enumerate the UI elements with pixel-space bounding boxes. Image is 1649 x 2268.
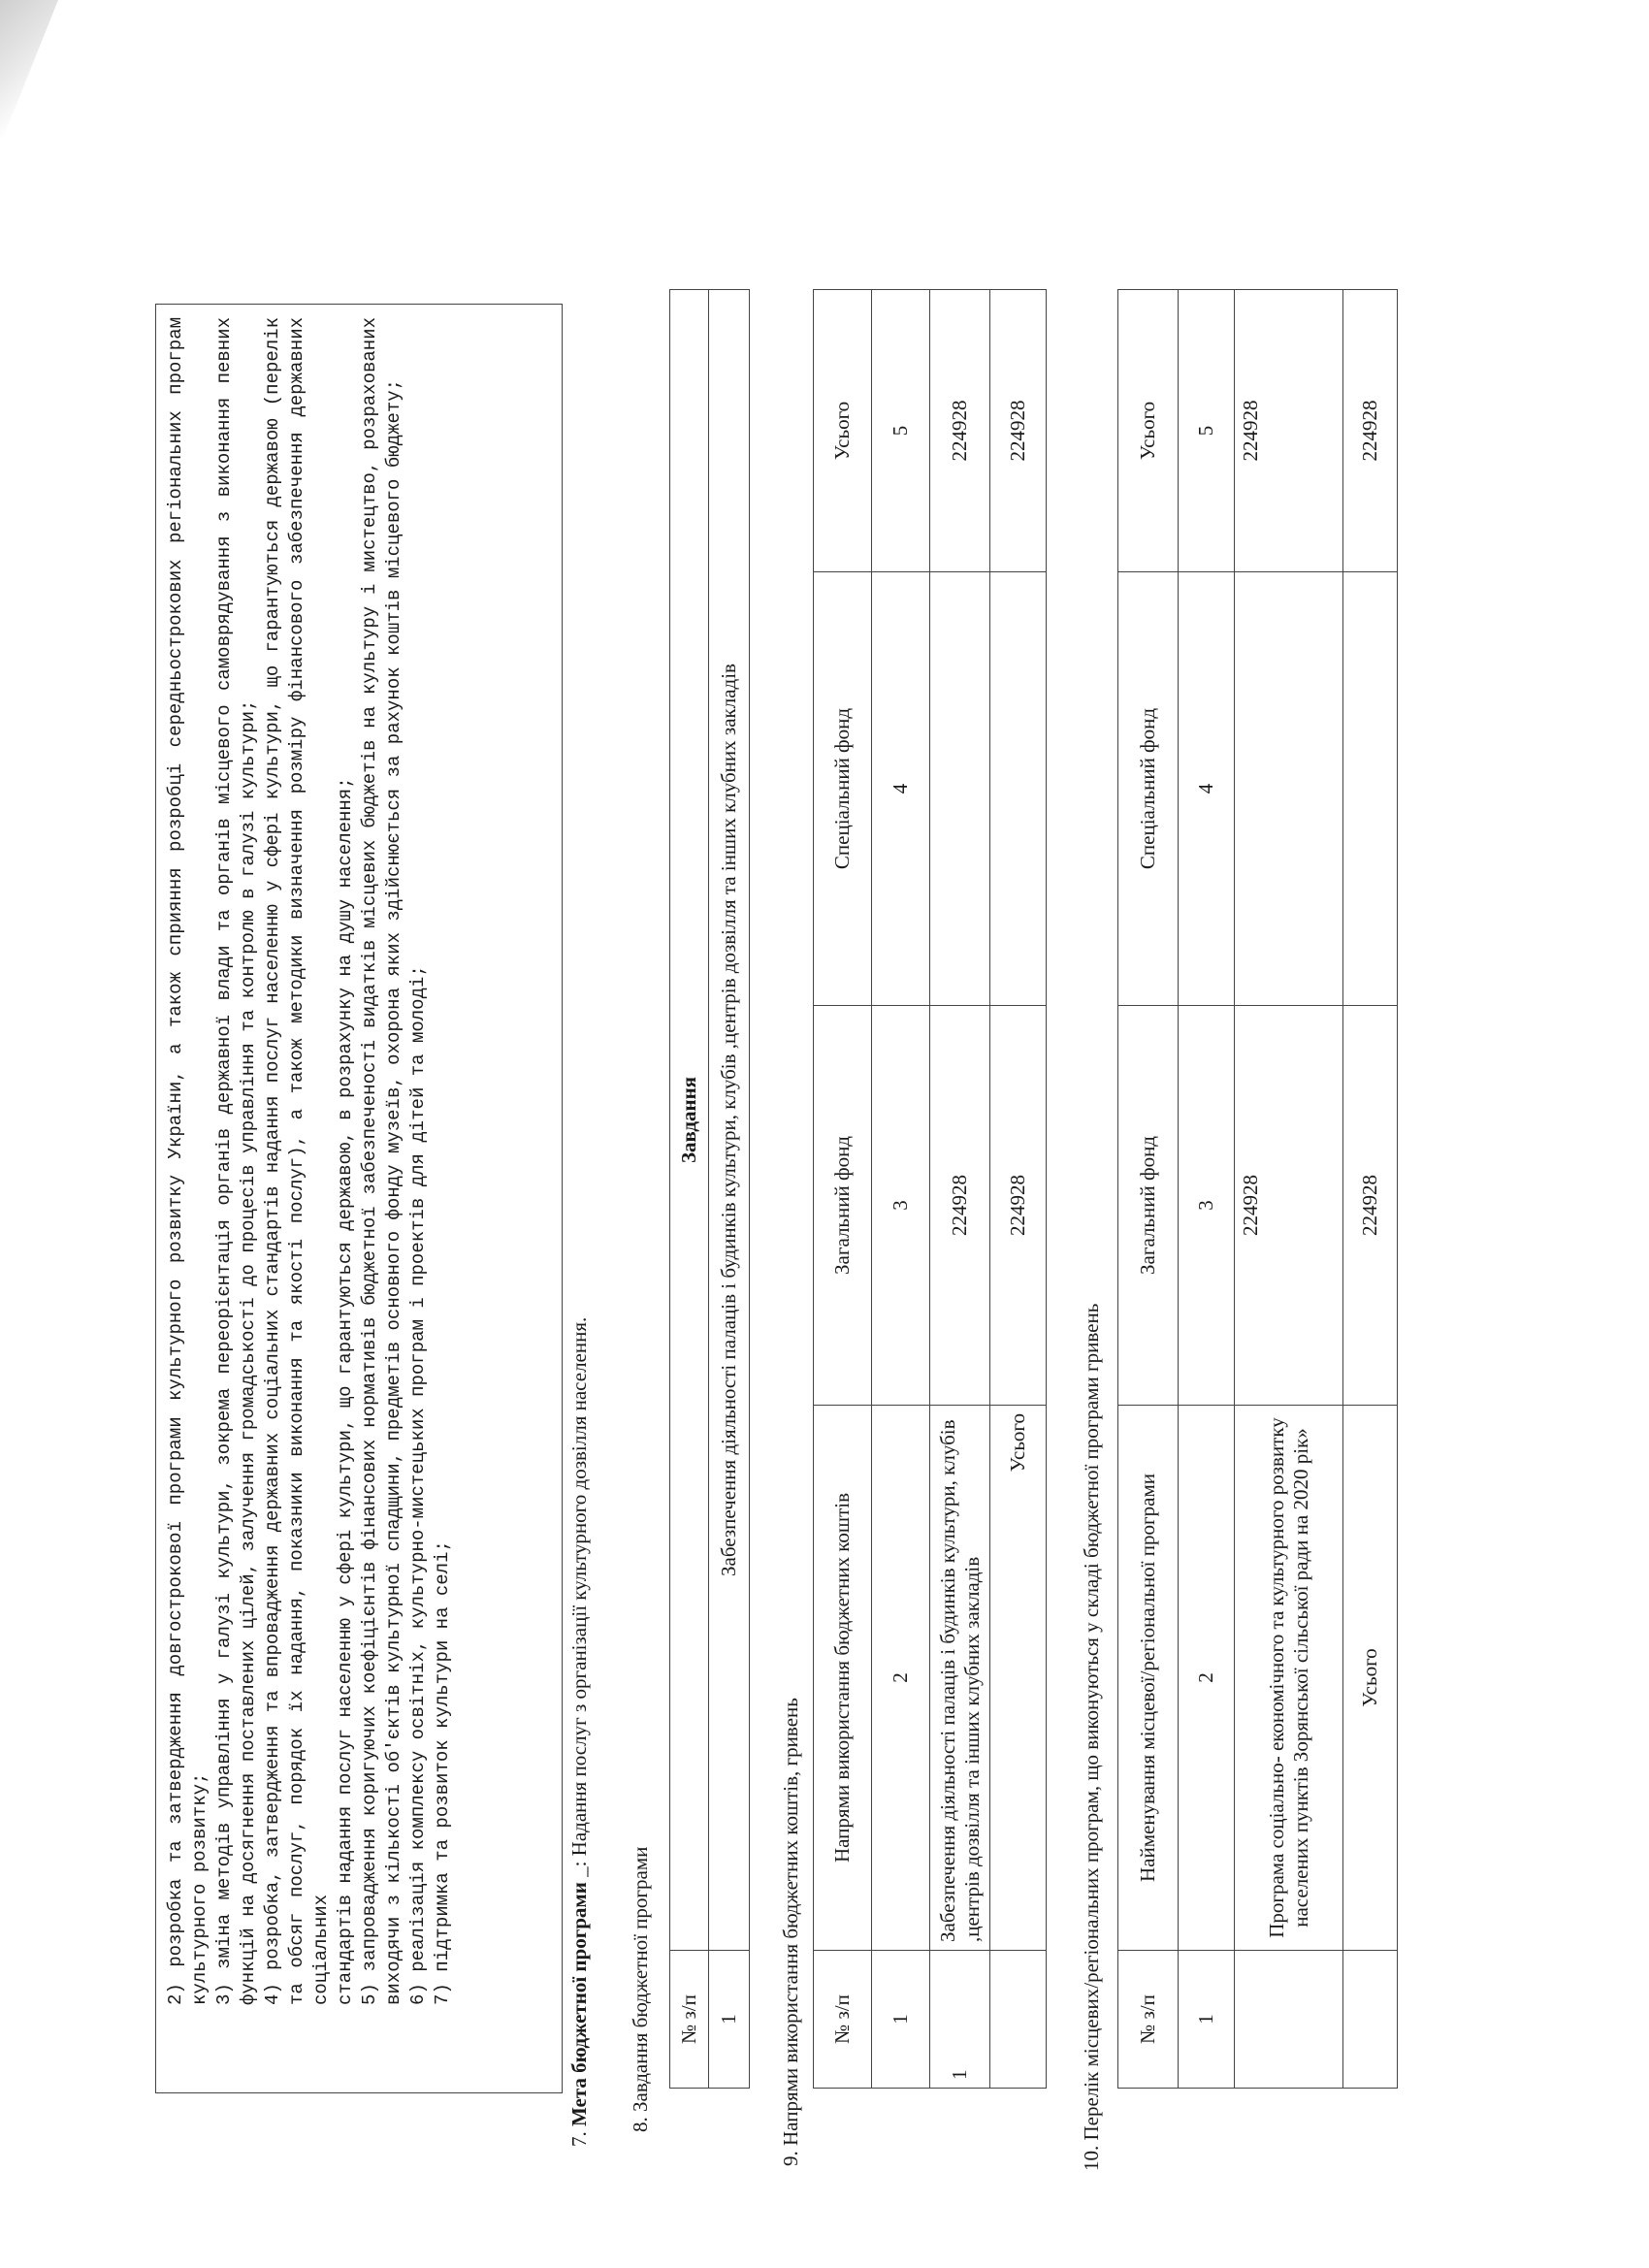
cell-num: 1 xyxy=(930,1951,990,2089)
total-total: 224928 xyxy=(1343,290,1398,572)
budget-directions-table xyxy=(813,289,1047,2089)
header-direction: Напрями використання бюджетних коштів xyxy=(814,1406,872,1951)
section-8-title: 8. Завдання бюджетної програми xyxy=(629,1846,652,2132)
table-row xyxy=(930,290,990,2089)
total-special-fund xyxy=(990,572,1047,1006)
header-special-fund: Спеціальний фонд xyxy=(814,572,872,1006)
total-total: 224928 xyxy=(990,290,1047,572)
header-total: Усього xyxy=(1118,290,1179,572)
colnum-4: 4 xyxy=(1179,572,1235,1006)
colnum-3: 3 xyxy=(872,1006,930,1406)
table-header-row xyxy=(670,290,709,2089)
tasks-table xyxy=(669,289,750,2089)
cell-num: 1 xyxy=(709,1951,750,2089)
cell-num xyxy=(1235,1951,1343,2089)
total-general-fund: 224928 xyxy=(990,1006,1047,1406)
table-header-row xyxy=(1118,290,1179,2089)
section-7-number: 7. xyxy=(567,2131,591,2147)
task-line: 4) розробка, затвердження та впровадження державних соціальних стандартів надання послуг населенню у сфері культури, що гарантуються державою (перелік та обсяг послуг, порядок їх надання, показники виконання та якості послуг), а також методики визначення розміру фінансового забезпечення державних соціальних xyxy=(262,317,332,2005)
table-row xyxy=(709,290,750,2089)
cell-total: 224928 xyxy=(1235,290,1343,572)
task-line: 6) реалізація комплексу освітніх, культурно-мистецьких програм і проектів для дітей та молоді; xyxy=(407,965,429,2005)
table-header-row xyxy=(814,290,872,2089)
cell-direction: Забезпечення діяльності палаців і будинків культури, клубів ,центрів дозвілля та інших клубних закладів xyxy=(930,1406,990,1951)
column-number-row xyxy=(1179,290,1235,2089)
colnum-2: 2 xyxy=(1179,1406,1235,1951)
table-row xyxy=(1235,290,1343,2089)
local-programs-table xyxy=(1117,289,1398,2089)
cell-general-fund: 224928 xyxy=(930,1006,990,1406)
colnum-1: 1 xyxy=(1179,1951,1235,2089)
colnum-3: 3 xyxy=(1179,1006,1235,1406)
total-label: Усього xyxy=(1343,1406,1398,1951)
header-general-fund: Загальний фонд xyxy=(814,1006,872,1406)
cell-task: Забезпечення діяльності палаців і будинків культури, клубів ,центрів дозвілля та інших клубних закладів xyxy=(709,290,750,1951)
header-task: Завдання xyxy=(670,290,709,1951)
total-general-fund: 224928 xyxy=(1343,1006,1398,1406)
cell-special-fund xyxy=(930,572,990,1006)
header-num: № з/п xyxy=(814,1951,872,2089)
colnum-2: 2 xyxy=(872,1406,930,1951)
task-line: 5) запровадження коригуючих коефіцієнтів фінансових нормативів бюджетної забезпеченості видатків місцевих бюджетів на культуру і мистецтво, розрахованих виходячи з кількості об'єктів культурної спадщини, предметів основного фонду музеїв, охорона яких здійснюється за рахунок коштів місцевого бюджету; xyxy=(359,317,404,2005)
header-special-fund: Спеціальний фонд xyxy=(1118,572,1179,1006)
task-line: стандартів надання послуг населенню у сфері культури, що гарантуються державою, в розрахунку на душу населення; xyxy=(335,777,356,2005)
header-program-name: Найменування місцевої/регіональної програми xyxy=(1118,1406,1179,1951)
cell-special-fund xyxy=(1235,572,1343,1006)
cell-empty xyxy=(990,1951,1047,2089)
section-9-title: 9. Напрями використання бюджетних коштів, гривень xyxy=(779,1698,802,2166)
total-row xyxy=(1343,290,1398,2089)
cell-total: 224928 xyxy=(930,290,990,572)
total-special-fund xyxy=(1343,572,1398,1006)
header-total: Усього xyxy=(814,290,872,572)
task-line: 3) зміна методів управління у галузі культури, зокрема переорієнтація органів державної влади та органів місцевого самоврядування з виконання певних функцій на досягнення поставлених цілей, залучення громадськості до процесів управління та контролю в галузі культури; xyxy=(213,317,259,2005)
total-label: Усього xyxy=(990,1406,1047,1951)
header-general-fund: Загальний фонд xyxy=(1118,1006,1179,1406)
colnum-5: 5 xyxy=(872,290,930,572)
cell-program-name: Програма соціально- економічного та культурного розвитку населених пунктів Зорянської сільської ради на 2020 рік» xyxy=(1235,1406,1343,1951)
column-number-row xyxy=(872,290,930,2089)
colnum-5: 5 xyxy=(1179,290,1235,572)
task-line: 2) розробка та затвердження довгострокової програми культурного розвитку України, а також сприяння розробці середньострокових регіональних програм культурного розвитку; xyxy=(165,317,210,2005)
tasks-text-box xyxy=(155,304,563,2093)
header-num: № з/п xyxy=(670,1951,709,2089)
tasks-text xyxy=(164,317,455,2005)
colnum-4: 4 xyxy=(872,572,930,1006)
task-line: 7) підтримка та розвиток культури на селі; xyxy=(432,1540,453,2005)
section-7-text: _: Надання послуг з організації культурного дозвілля населення. xyxy=(567,1316,591,1883)
cell-empty xyxy=(1343,1951,1398,2089)
section-7-label: Мета бюджетної програми xyxy=(567,1882,591,2126)
colnum-1: 1 xyxy=(872,1951,930,2089)
section-10-title: 10. Перелік місцевих/регіональних програм, що виконуються у складі бюджетної програми гривень xyxy=(1080,1303,1103,2171)
cell-general-fund: 224928 xyxy=(1235,1006,1343,1406)
section-7-goal xyxy=(567,1317,592,2147)
total-row xyxy=(990,290,1047,2089)
header-num: № з/п xyxy=(1118,1951,1179,2089)
